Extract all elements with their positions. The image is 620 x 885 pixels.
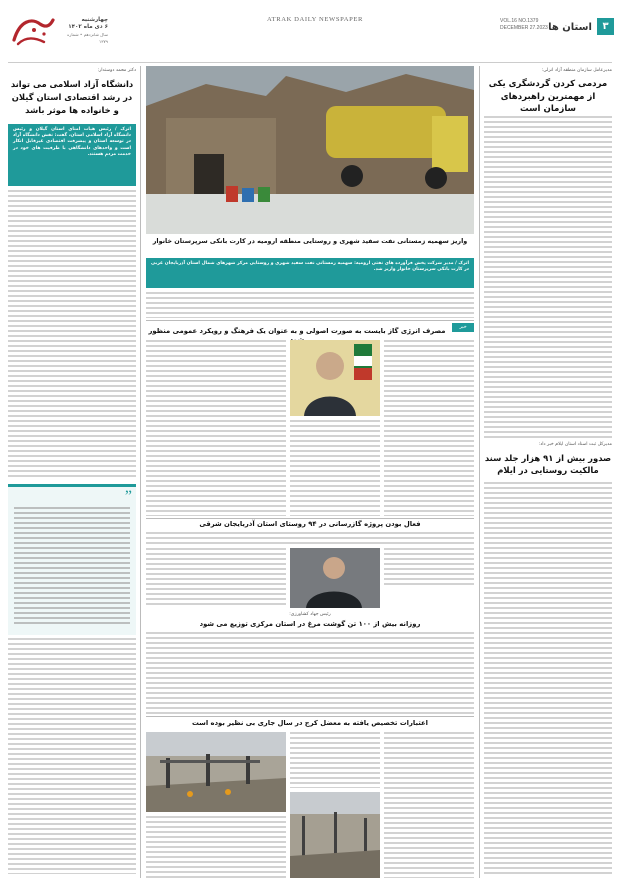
- quote-mark-icon: ”: [124, 488, 132, 505]
- column-divider-left: [140, 66, 141, 878]
- energy-headline: مصرف انرژی گاز بایست به صورت اصولی و به عنوان یک فرهنگ و رویکرد عمومی منظور: [148, 327, 446, 335]
- official-portrait-photo: [290, 340, 380, 416]
- construction-site-photo-2: [290, 792, 380, 878]
- rule-story5: [146, 716, 474, 717]
- quote-box: [8, 484, 136, 635]
- karaj-body-left: [146, 816, 286, 878]
- rule-story2: [146, 320, 474, 321]
- ilam-headline: صدور بیش از ۹۱ هزار جلد سند مالکیت روستایی در ایلام: [484, 453, 612, 475]
- right-column: [484, 66, 612, 878]
- azad-lead: اترک / رئیس هیات امنای استان گیلان و رئیس دانشگاه آزاد اسلامی استان، گفت: نقش دانشگاه آزاد در توسعه استان و پیشرفت اقتصادی غیرقابل انکار است و واحدهای دانشگاهی با ظرفیت های خود در خدمت مردم هستند.: [8, 124, 136, 186]
- kerosene-truck-photo: [146, 66, 474, 234]
- masthead-rule: [8, 62, 612, 63]
- anzali-kicker: مدیرعامل سازمان منطقه آزاد انزلی:: [541, 68, 612, 73]
- issue-line: سال شانزدهم • شماره ۱۳۷۹: [67, 32, 108, 44]
- kerosene-headline: واریز سهمیه زمستانی نفت سفید شهری و روستایی منطقه ارومیه در کارت بانکی سرپرستان خانوار: [152, 237, 468, 245]
- rule-story3: [146, 518, 474, 519]
- english-date: DECEMBER 27.2023: [500, 24, 548, 31]
- column-divider-right: [479, 66, 480, 878]
- energy-body-middle: [290, 420, 380, 516]
- ilam-kicker: مدیرکل ثبت اسناد استان ایلام خبر داد:: [538, 442, 612, 447]
- karaj-body-right: [384, 732, 474, 878]
- azad-kicker: دکتر محمد دوستدار:: [97, 68, 136, 73]
- news-label: خبر: [452, 323, 474, 332]
- kerosene-body: [146, 292, 474, 318]
- chicken-kicker: رئیس جهاد کشاورزی:: [289, 612, 331, 617]
- date-fa: ۶ دی ماه ۱۴۰۲: [68, 24, 108, 30]
- page-number: ۳: [602, 21, 609, 32]
- volume-number: VOL.16 NO.1379: [500, 18, 539, 24]
- weekday: چهارشنبه: [81, 17, 108, 23]
- agriculture-official-photo: [290, 548, 380, 608]
- gas-villages-body: [146, 532, 474, 546]
- quote-text: [14, 507, 130, 627]
- karaj-headline: اعتبارات تخصیص یافته به معضل کرج در سال جاری بی نظیر بوده است: [191, 719, 428, 727]
- azad-body: [8, 190, 136, 480]
- energy-body-left: [146, 340, 286, 516]
- anzali-headline: مردمی کردن گردشگری یکی از مهمترین راهبردهای سازمان است: [488, 79, 608, 114]
- energy-body-right: [384, 340, 474, 516]
- newspaper-name-en: ATRAK DAILY NEWSPAPER: [266, 16, 364, 23]
- anzali-body: [484, 116, 612, 438]
- gas-villages-headline: فعال بودن پروژه گازرسانی در ۹۴ روستای استان آذربایجان شرقی: [199, 520, 421, 528]
- azad-body-cont: [8, 638, 136, 874]
- atrak-logo: [10, 14, 56, 50]
- persian-date: [58, 17, 108, 45]
- ilam-body: [484, 482, 612, 874]
- kerosene-lead: اترک / مدیر شرکت پخش فرآورده های نفتی ارومیه: سهمیه زمستانی نفت سفید شهری و روستایی مرکز شهرهای شمال استان آذربایجان غربی در کارت بانکی سرپرستان خانوار واریز شد.: [146, 258, 474, 288]
- karaj-body-middle: [290, 732, 380, 788]
- construction-site-photo: [146, 732, 286, 812]
- section-title: استان ها: [548, 22, 592, 33]
- page-number-badge: [597, 18, 614, 35]
- chicken-body-left: [146, 548, 286, 608]
- chicken-body-right: [384, 548, 474, 588]
- left-column: [8, 66, 136, 878]
- chicken-headline: روزانه بیش از ۱۰۰ تن گوشت مرغ در استان مرکزی توزیع می شود: [199, 620, 421, 628]
- chicken-body: [146, 632, 474, 714]
- volume-info: [500, 18, 548, 31]
- azad-headline: دانشگاه آزاد اسلامی می تواند در رشد اقتصادی استان گیلان و خانواده ها موثر باشد: [10, 79, 134, 115]
